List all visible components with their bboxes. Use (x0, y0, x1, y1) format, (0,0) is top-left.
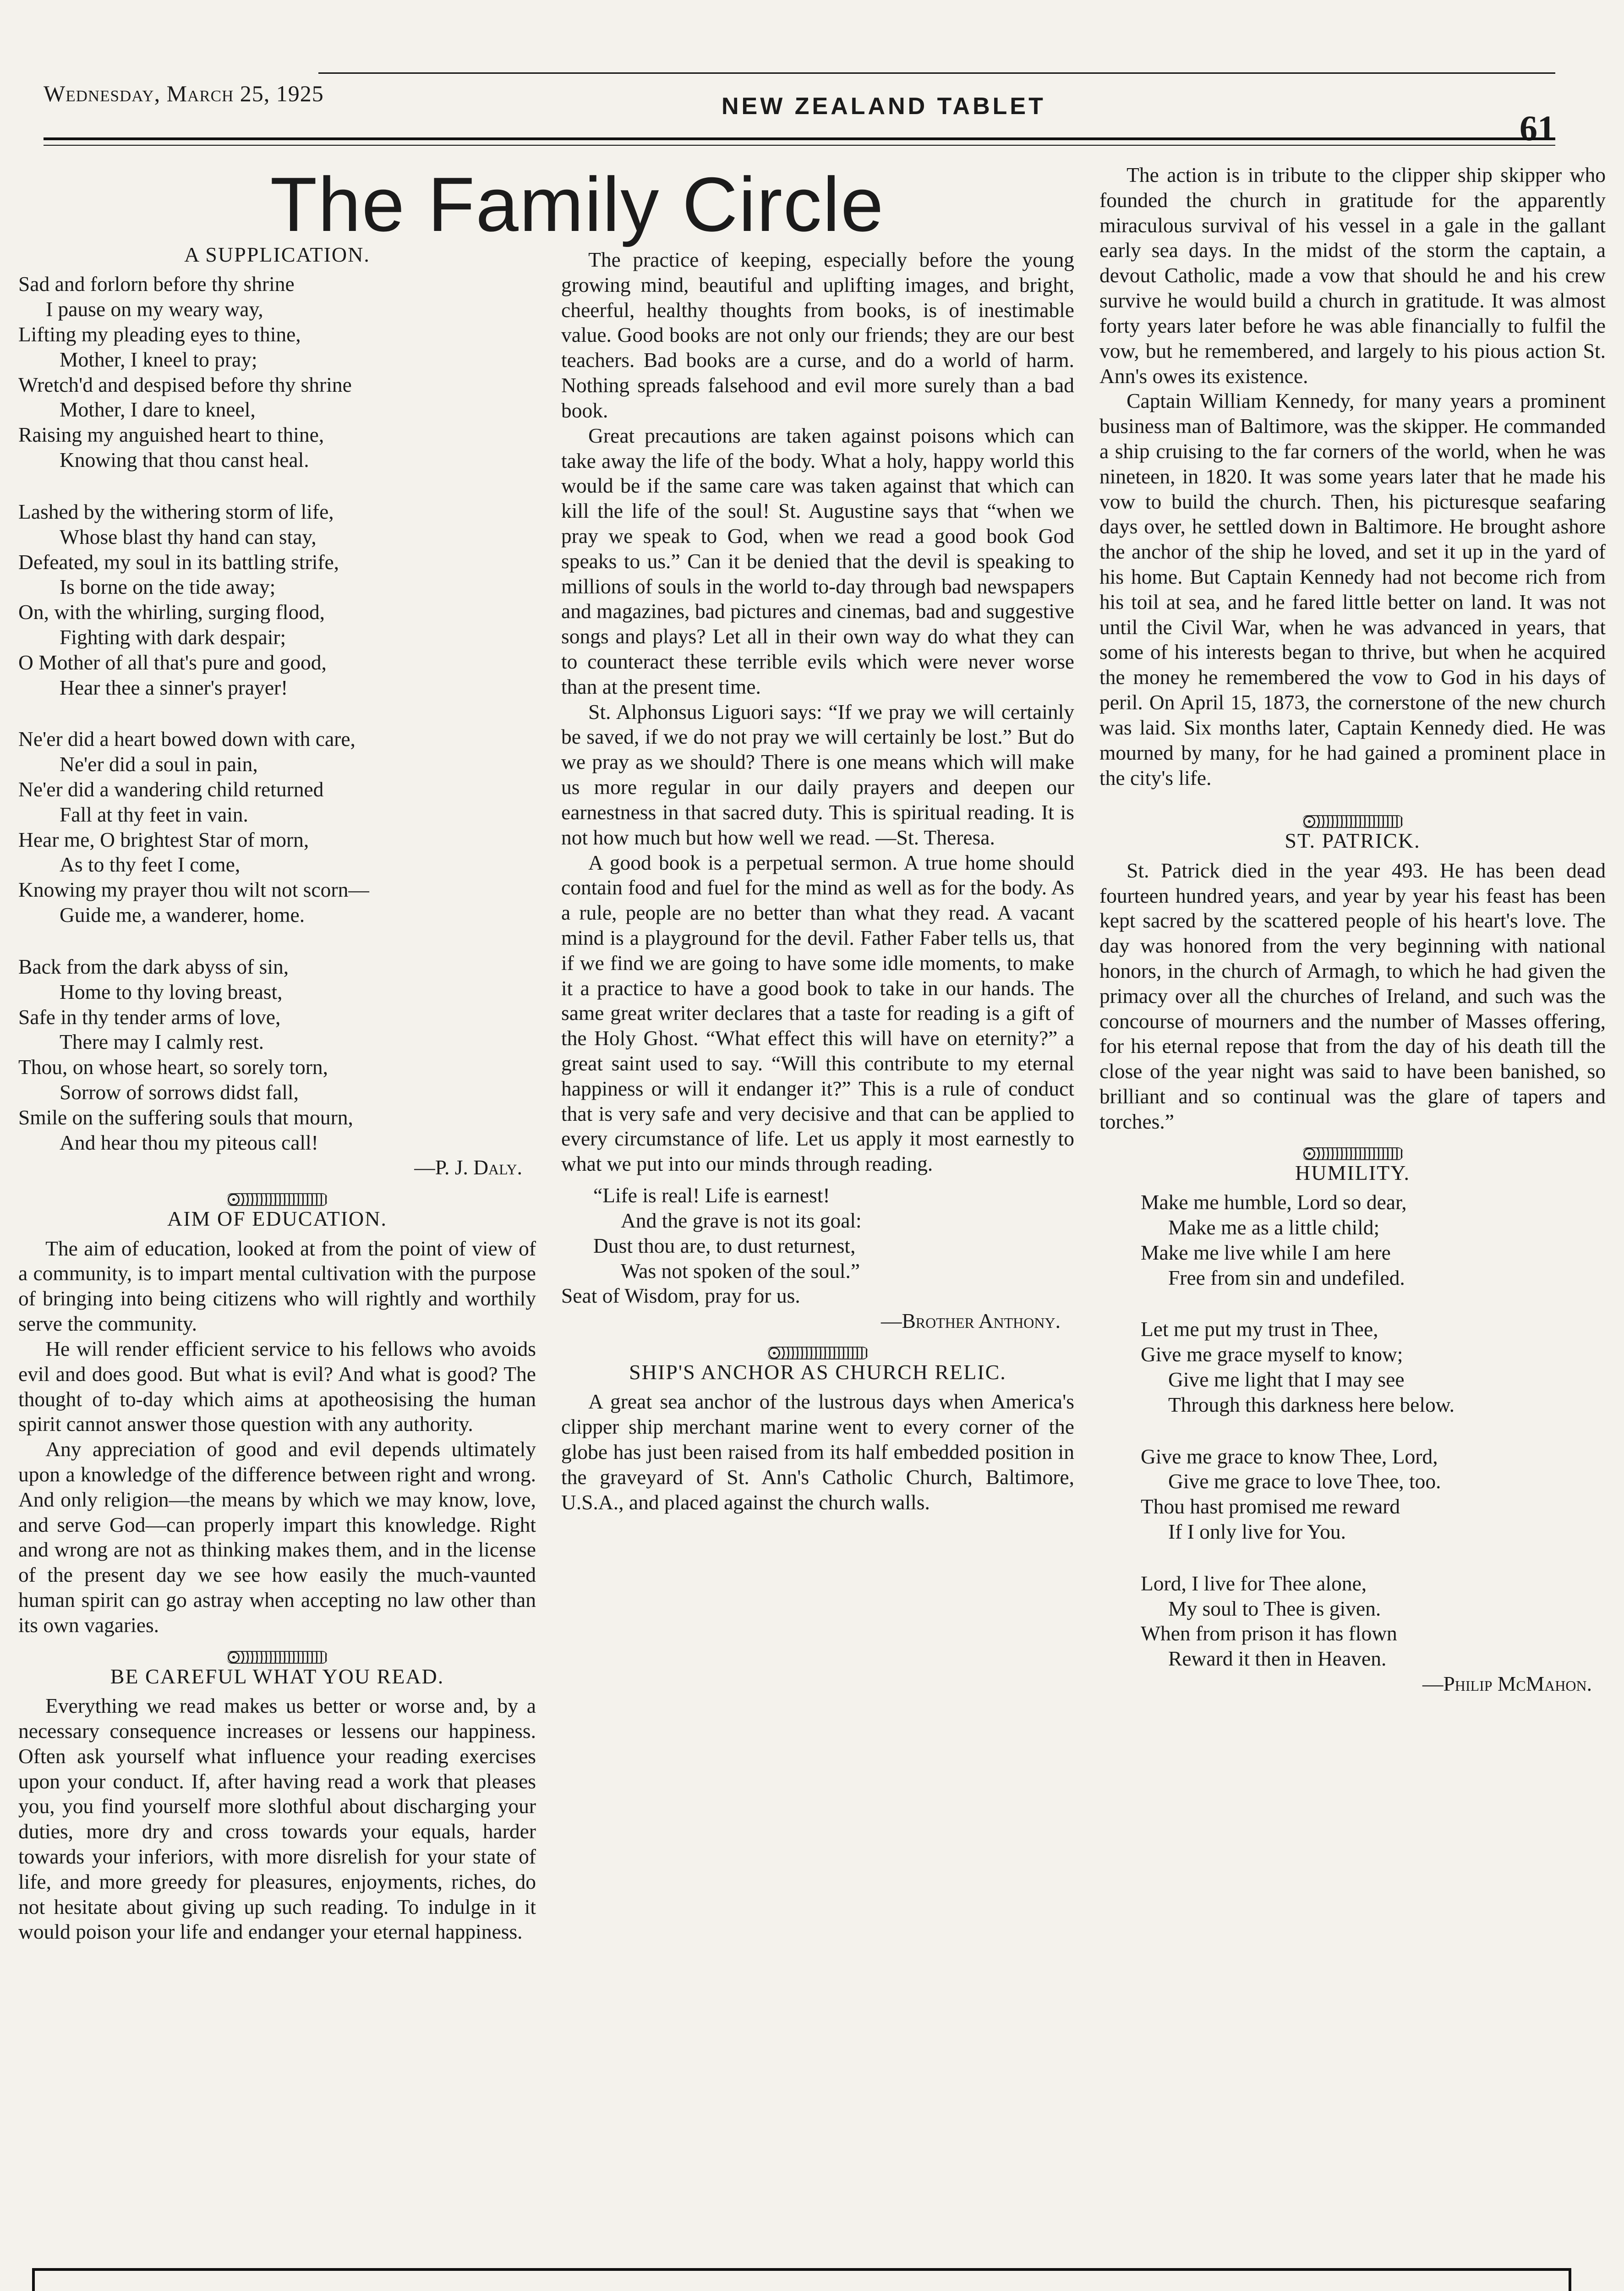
page-title: The Family Circle (270, 161, 885, 247)
poem-line: Hear me, O brightest Star of morn, (18, 828, 309, 851)
poem-line: Give me grace to love Thee, too. (1168, 1469, 1441, 1493)
paragraph: Great precautions are taken against poisons which can take away the life of the body. What a holy, happy world this would be if the same care was taken against that which can kill the life of the soul! St. Augustine says that “when we pray we speak to God, when we read a good book God speaks to us.” Can it be denied that the devil is speaking to millions of souls in the world to-day through bad newspapers and magazines, bad pictures and cinemas, bad and suggestive songs and plays? Let all in their own way do what they can to counteract these terrible evils which were never worse than at the present time. (561, 423, 1074, 698)
advertisement-box (32, 2268, 1571, 2291)
poem-line: Give me grace to know Thee, Lord, (1141, 1444, 1438, 1468)
stanza (18, 727, 536, 928)
poem-line: Ne'er did a wandering child returned (18, 778, 324, 801)
poem-line: Thou, on whose heart, so sorely torn, (18, 1055, 328, 1079)
poem-line: Is borne on the tide away; (60, 575, 276, 599)
quote-line: Dust thou are, to dust returnest, (593, 1233, 856, 1257)
poem-line: Smile on the suffering souls that mourn, (18, 1105, 353, 1129)
poem-line: Home to thy loving breast, (60, 980, 283, 1003)
humility-signature: —Philip McMahon. (1422, 1672, 1592, 1696)
ornament-divider (561, 1340, 1074, 1356)
poem-line: I pause on my weary way, (46, 297, 263, 321)
patrick-title: ST. PATRICK. (1285, 829, 1421, 853)
paragraph: St. Alphonsus Liguori says: “If we pray we will certainly be saved, if we do not pray we will certainly be lost.” But do we pray as we should? There is one means which will make us more regular in our daily prayers and deepen our earnestness in that sacred duty. This is spiritual reading. It is not how much but how well we read. —St. Theresa. (561, 700, 1074, 849)
stanza (18, 499, 536, 701)
poem-line: Fall at thy feet in vain. (60, 802, 248, 826)
poem-line: Lifting my pleading eyes to thine, (18, 323, 301, 346)
page-number: 61 (1520, 108, 1555, 148)
stanza (1141, 1317, 1606, 1417)
poem-line: Hear thee a sinner's prayer! (60, 675, 288, 699)
ornament-divider (18, 1644, 536, 1660)
paragraph: Captain William Kennedy, for many years a prominent business man of Baltimore, was the skipper. He commanded a ship cruising to the far corners of the world, when he was nineteen, in 1820. It was some years later that he made his vow to build the church. Then, his picturesque seafaring days over, he settled down in Baltimore. He brought ashore the anchor of the ship he loved, and set it up in the yard of his home. But Captain Kennedy had not become rich from his toil at sea, and he fared little better on land. It was not until the Civil War, when he was advanced in years, that some of his interests began to thrive, but when he acquired the money he remembered the vow to God in his days of peril. On April 15, 1873, the cornerstone of the new church was laid. Six months later, Captain Kennedy died. He was mourned by many, for he had gained a prominent place in the city's life. (1099, 389, 1606, 789)
poem-line: Give me grace myself to know; (1141, 1343, 1403, 1366)
supplication-poem (18, 272, 536, 1180)
quote-line: “Life is real! Life is earnest! (593, 1184, 830, 1207)
poem-line: Make me as a little child; (1168, 1215, 1380, 1239)
stanza (18, 272, 536, 473)
quote-line: Seat of Wisdom, pray for us. (561, 1284, 800, 1308)
ornament-divider (18, 1187, 536, 1202)
paragraph: A great sea anchor of the lustrous days when America's clipper ship merchant marine went to every corner of the globe has just been raised from its half embedded position in the graveyard of St. Ann's Catholic Church, Baltimore, U.S.A., and placed against the church walls. (561, 1390, 1074, 1514)
paragraph: Any appreciation of good and evil depends ultimately upon a knowledge of the difference between right and wrong. And only religion—the means by which we may know, love, and serve God—can properly impart this knowledge. Right and wrong are not as thinking makes them, and in the license of the present day we see how easily the much-vaunted human spirit can go astray when accepting no law other than its own vagaries. (18, 1437, 536, 1637)
poem-line: Mother, I kneel to pray; (60, 347, 257, 371)
poem-line: Make me humble, Lord so dear, (1141, 1190, 1407, 1214)
poem-line: Sorrow of sorrows didst fall, (60, 1080, 299, 1104)
poem-line: Guide me, a wanderer, home. (60, 903, 305, 927)
poem-line: Reward it then in Heaven. (1168, 1647, 1387, 1671)
poem-line: There may I calmly rest. (60, 1030, 264, 1054)
poem-line: Mother, I dare to kneel, (60, 398, 256, 422)
poem-line: Back from the dark abyss of sin, (18, 954, 289, 978)
column-3 (1099, 163, 1606, 1697)
careful-title: BE CAREFUL WHAT YOU READ. (110, 1664, 444, 1688)
issue-date: Wednesday, March 25, 1925 (44, 81, 324, 106)
poem-line: On, with the whirling, surging flood, (18, 600, 325, 624)
poem-line: Whose blast thy hand can stay, (60, 525, 317, 548)
header-rule-thin (44, 145, 1555, 146)
page-header (44, 64, 1555, 151)
poem-line: Give me light that I may see (1168, 1367, 1405, 1391)
paragraph: The aim of education, looked at from the point of view of a community, is to impart mental cultivation with the purpose of bringing into being citizens who will rightly and worthily serve the community. (18, 1236, 536, 1336)
stanza (1141, 1444, 1606, 1545)
paragraph: St. Patrick died in the year 493. He has been dead fourteen hundred years, and year by year his feast has been kept sacred by the scattered people of his heart's love. The day was honored from the very beginning with national honors, in the church of Armagh, to which he had given the primacy over all the churches of Ireland, and such was the concourse of mourners and the number of Masses offering, for his eternal repose that from the day of his death till the close of the year night was said to have been banished, so brilliant and so continual was the glare of tapers and torches.” (1099, 858, 1606, 1133)
stanza (1141, 1190, 1606, 1290)
header-rule (44, 137, 1555, 140)
poem-line: Sad and forlorn before thy shrine (18, 272, 295, 296)
paragraph: A good book is a perpetual sermon. A true home should contain food and fuel for the mind as well as for the body. As a rule, people are no better than what they read. A vacant mind is a playground for the devil. Father Faber tells us, that if we find we are going to have some idle moments, to make it a practice to have a good book to take in our hands. The same great writer declares that a taste for reading is a gift of the Holy Ghost. “What effect this will have on eternity?” a great saint used to say. “Will this contribute to my eternal happiness or will it endanger it?” This is a rule of conduct that is very safe and very decisive and that can be applied to every circumstance of life. Let us apply it most earnestly to what we put into our minds through reading. (561, 850, 1074, 1176)
quote-line: Was not spoken of the soul.” (621, 1259, 860, 1283)
column-1 (18, 238, 536, 1945)
anchor-title: SHIP'S ANCHOR AS CHURCH RELIC. (629, 1360, 1006, 1384)
poem-line: Safe in thy tender arms of love, (18, 1005, 281, 1029)
poem-line: If I only live for You. (1168, 1520, 1346, 1544)
poem-line: Make me live while I am here (1141, 1240, 1391, 1264)
poem-line: Let me put my trust in Thee, (1141, 1317, 1378, 1341)
humility-title: HUMILITY. (1295, 1161, 1410, 1184)
column-2 (561, 247, 1074, 1515)
poem-line: Through this darkness here below. (1168, 1392, 1455, 1416)
header-top-rule (318, 72, 1555, 74)
poem-line: Ne'er did a heart bowed down with care, (18, 727, 355, 751)
careful-signature: —Brother Anthony. (880, 1309, 1061, 1333)
poem-line: Raising my anguished heart to thine, (18, 423, 324, 447)
poem-line: Lashed by the withering storm of life, (18, 499, 334, 523)
stanza (18, 954, 536, 1156)
poem-line: Lord, I live for Thee alone, (1141, 1571, 1367, 1595)
poem-line: Fighting with dark despair; (60, 625, 286, 649)
paragraph: Everything we read makes us better or worse and, by a necessary consequence increases or lessens our happiness. Often ask yourself what influence your reading exercises upon your conduct. If, after having read a work that pleases you, you find yourself more slothful about discharging your duties, more dry and cross towards your equals, harder towards your inferiors, with more disrelish for your state of life, and more greedy for pleasures, enjoyments, riches, do not hesitate about giving up such reading. To indulge in it would poison your life and endanger your eternal happiness. (18, 1694, 536, 1944)
paragraph: The action is in tribute to the clipper ship skipper who founded the church in gratitude for the apparently miraculous survival of his vessel in a gale in the gallant early sea days. In the midst of the storm the captain, a devout Catholic, made a vow that should he and his crew survive he would build a church in gratitude. It was almost forty years later before he was able financially to fulfil the vow, but he remembered, and largely to his pious action St. Ann's owes its existence. (1099, 163, 1606, 388)
poem-line: Thou hast promised me reward (1141, 1495, 1400, 1518)
paragraph: He will render efficient service to his fellows who avoids evil and does good. But what is evil? And what is good? The thought of to-day which aims at apotheosising the human spirit cannot answer those question with any authority. (18, 1337, 536, 1436)
poem-line: Wretch'd and despised before thy shrine (18, 373, 352, 396)
poem-line: Ne'er did a soul in pain, (60, 752, 258, 776)
ornament-divider (1099, 1141, 1606, 1156)
humility-poem (1099, 1190, 1606, 1672)
quote (561, 1183, 1074, 1309)
poem-line: Free from sin and undefiled. (1168, 1266, 1405, 1289)
poem-line: Defeated, my soul in its battling strife, (18, 550, 339, 574)
poem-line: When from prison it has flown (1141, 1622, 1397, 1645)
poem-line: Knowing that thou canst heal. (60, 448, 309, 472)
poem-line: As to thy feet I come, (60, 853, 241, 877)
supplication-title: A SUPPLICATION. (184, 243, 370, 266)
stanza (1141, 1571, 1606, 1672)
poem-line: My soul to Thee is given. (1168, 1596, 1381, 1620)
newspaper-name: NEW ZEALAND TABLET (722, 93, 1046, 120)
aim-title: AIM OF EDUCATION. (167, 1207, 387, 1231)
poem-line: Knowing my prayer thou wilt not scorn— (18, 878, 369, 902)
paragraph: The practice of keeping, especially before the young growing mind, beautiful and uplifting images, and bright, cheerful, healthy thoughts from books, is of inestimable value. Good books are not only our friends; they are our best teachers. Bad books are a curse, and do a world of harm. Nothing spreads falsehood and evil more surely than a bad book. (561, 248, 1074, 422)
ornament-divider (1099, 809, 1606, 824)
quote-line: And the grave is not its goal: (621, 1208, 862, 1232)
poem-line: O Mother of all that's pure and good, (18, 650, 327, 674)
poem-line: And hear thou my piteous call! (60, 1130, 318, 1154)
supplication-signature: —P. J. Daly. (414, 1156, 522, 1179)
